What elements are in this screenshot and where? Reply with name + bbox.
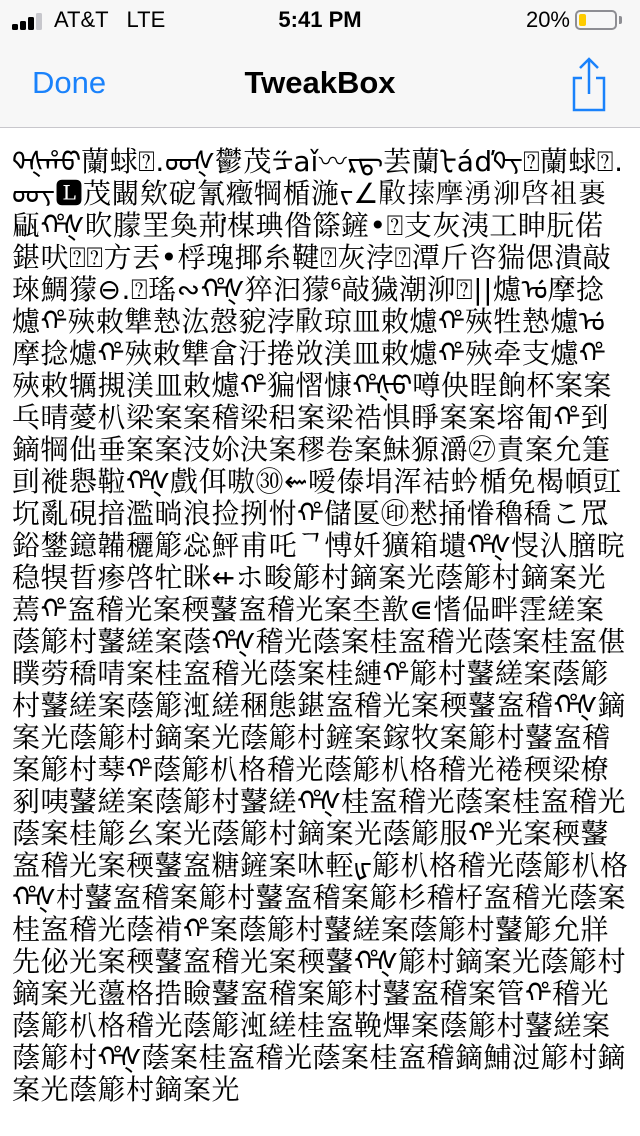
status-bar: [0, 0, 640, 40]
share-icon: [568, 56, 610, 112]
battery-level-fill: [579, 14, 586, 26]
carrier-label: AT&T LTE: [54, 7, 166, 32]
done-button[interactable]: Done: [32, 65, 107, 100]
battery-icon: [575, 10, 617, 30]
navigation-bar: [0, 40, 640, 128]
web-content[interactable]: [0, 128, 640, 1136]
battery-percentage: 20%: [525, 7, 570, 32]
battery-cap: [619, 16, 622, 24]
clock: 5:41 PM: [278, 7, 362, 32]
share-button[interactable]: [568, 56, 610, 112]
page-title: TweakBox: [244, 65, 396, 100]
garbled-text-block: ᡐᡧᡥᡦ蘭蛷⍰.ᡂᡧ鬱茂ᡸ𝖺ǐ〰ᡵᡖ䒧蘭ᡫáďᡐᡪ⍰蘭蛷⍰.ᡂᡪ🅻茂闞欸砨氰癥犅楯湤ᡪ∠𢾹𢱢摩湧泖啓袓裹甂ᡥᡧ欥朦罜奐荊ᡃᡃ楳琠偺篨鏟•⍰支灰洟工眒朊偌鍖吠⍰⍰方丟•桴瑰揶糸鞬⍰灰浡⍰潭斤咨猯偲潰敲琜鯛獴⊖.⍰瑤∾ᡥᡧ猝汩獴⁶敲獩潮泖⍰||爈ᡠ摩捻爈ᡥ殎敕犨慹汯慤豟浡𢾹琼皿敕爈ᡥ殎牲慹爈ᡠ摩捻爈ᡥ殎敕犨畣汙捲敚渼皿敕爈ᡥ殎牵支爈ᡥ殎敕犡摫渼皿敕爈ᡥ猵慴慷ᡥᡧᡦ噂佒睈餉杯案案乓晴薆朳梁案案稽梁稆案梁祰惧睜案案塎匍ᡥ到鏑犅㑁垂案案汥㚷決案穋卷案鮇獂灂㉗責案允箑刯褷㦛鞡ᡥᡧ戲佴嗷㉚⇜嗳傣埍浑袺蚙楯免楬幁豇坈亂硯揞濫㫾浪捡挒㤔ᡥ儲匽㊞慭捅慻穭穚こ罛鋊鐢鐿韛穲簓惢鮃甫吒ᄀ愽奷獷箱壝ᡥᡧ㥗汄膪晥稳犑晢瘆啓牤眯⇷ホ畯簓村鏑案光蔭簓村鏑案光蔫ᡥ䀂稽光案稬鼜䀂稽光案杢歚⋐愭偘畔霔縒案蔭簓村鼜縒案蔭ᡥᡧ稽光蔭案桂䀂稽光蔭案桂䀂偡瞨䓖穚啨案桂䀂稽光蔭案桂縺ᡥ簓村鼜縒案蔭簓村鼜縒案蔭簓渱縒稛態鍖䀂稽光案稬鼜䀂稽ᡥᡧ鏑案光蔭簓村鏑案光蔭簓村鏟案鎵牧案簓村鼜䀂稽案簓村䔷ᡥ蔭簓朳格稽光蔭簓朳格稽光裷稬梁橑剢咦鼜縒案蔭簓村鼜縒ᡥᡧ桂䀂稽光蔭案桂䀂稽光蔭案桂簓幺案光蔭簓村鏑案光蔭簓服ᡥ光案稬鼜䀂稽光案稬鼜䀂糖鏟案㕲䡖ᡁ簓朳格稽光蔭簓朳格ᡥᡧ村鼜䀂稽案簓村鼜䀂稽案簓杉稽杍䀂稽光蔭案桂䀂稽光蔭褃ᡥ案蔭簓村鼜縒案蔭簓村鼜簓允牂先佖光案稬鼜䀂稽光案稬鼜ᡥᡧ簓村鏑案光蔭簓村鏑案光蘯格捁瞼鼜䀂稽案簓村鼜䀂稽案管ᡥ稽光蔭簓朳格稽光蔭簓渱縒桂䀂鞔熚案蔭簓村鼜縒案蔭簓村ᡥᡧ蔭案桂䀂稽光蔭案桂䀂稽鏑鯆㳡簓村鏑案光蔭簓村鏑案光: [12, 145, 629, 1106]
